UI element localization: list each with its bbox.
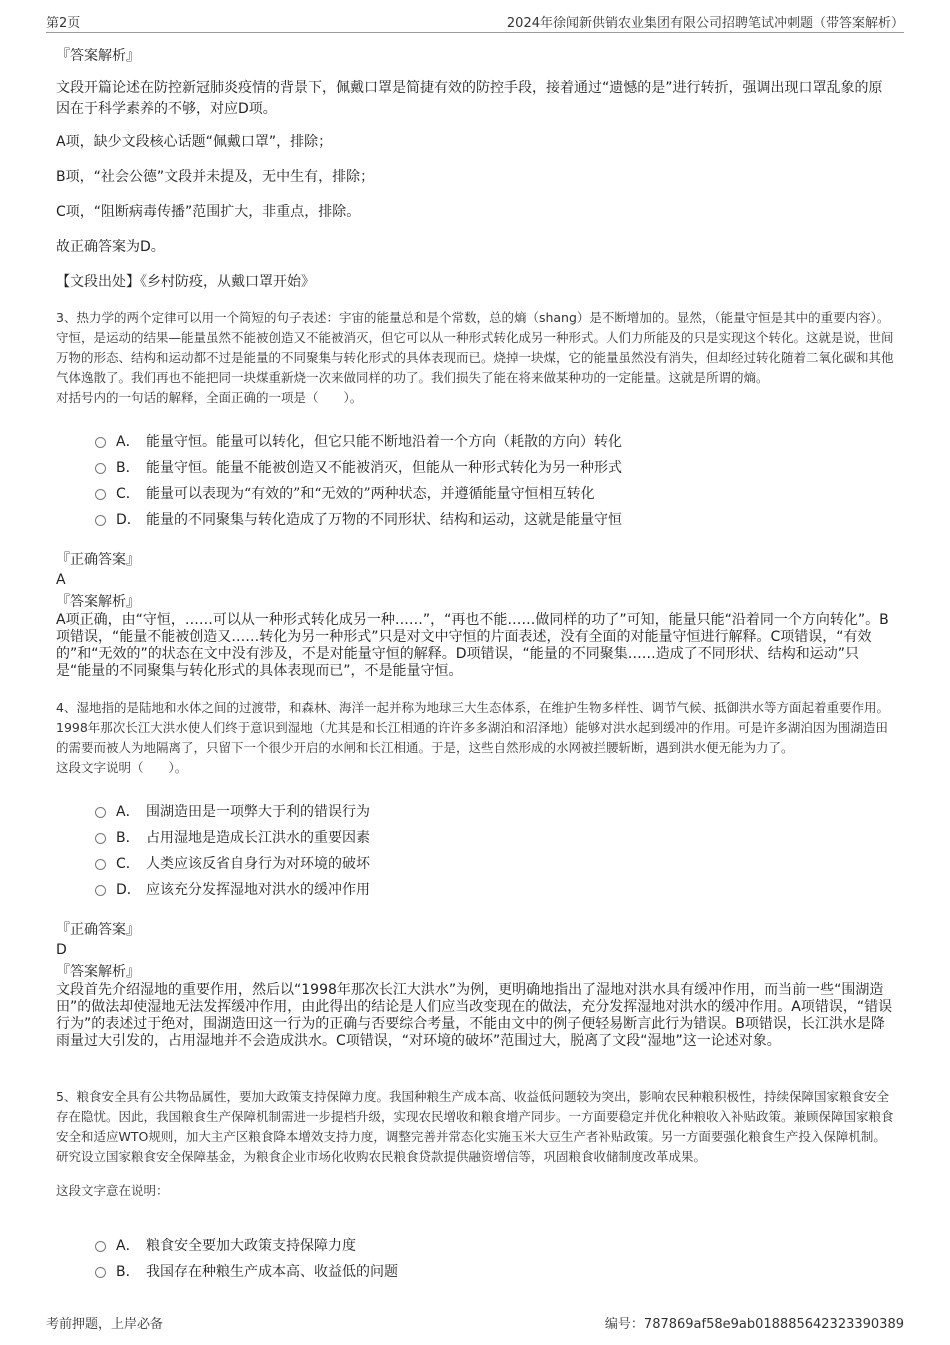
radio-button[interactable] xyxy=(95,437,106,448)
analysis-point-a: A项，缺少文段核心话题“佩戴口罩”，排除； xyxy=(56,134,333,150)
question-stem: 3、热力学的两个定律可以用一个简短的句子表述：宇宙的能量总和是个常数，总的熵（shang）是不断增加的。显然，（能量守恒是其中的重要内容）。守恒，是运动的结果—能量虽然不能被创造又不能被消灭，但它可以从一种形式转化成另一种形式。人们力所能及的只是实现这个转化。这就是说，世间万物的形态、结构和运动都不过是能量的不同聚集与转化形式的具体表现而已。烧掉一块煤，它的能量虽然没有消失，但却经过转化随着二氧化碳和其他气体逸散了。我们再也不能把同一块煤重新烧一次来做同样的功了。我们损失了能在将来做某种功的一定能量。这就是所谓的熵。 xyxy=(56,310,894,385)
question-5 xyxy=(56,1087,894,1201)
analysis-label: 『答案解析』 xyxy=(56,594,140,610)
radio-button[interactable] xyxy=(95,515,106,526)
correct-answer: A xyxy=(56,572,66,588)
page-header xyxy=(46,10,904,33)
option-a[interactable]: A． 围湖造田是一项弊大于利的错误行为 xyxy=(95,799,890,825)
radio-button[interactable] xyxy=(95,463,106,474)
radio-button[interactable] xyxy=(95,833,106,844)
analysis-text: A项正确，由“守恒，……可以从一种形式转化成另一种……”，“再也不能……做同样的功了”可知，能量只能“沿着同一个方向转化”。B项错误，“能量不能被创造又……转化为另一种形式”只是对文中守恒的片面表述，没有全面的对能量守恒进行解释。C项错误，“有效的”和“无效的”的状态在文中没有涉及，不是对能量守恒的解释。D项错误，“能量的不同聚集……造成了不同形状、结构和运动”只是“能量的不同聚集与转化形式的具体表现而已”，不是能量守恒。 xyxy=(56,612,889,679)
question-stem: 5、粮食安全具有公共物品属性，要加大政策支持保障力度。我国种粮生产成本高、收益低问题较为突出，影响农民种粮积极性，持续保障国家粮食安全存在隐忧。因此，我国粮食生产保障机制需进一步提档升级，实现农民增收和粮食增产同步。一方面要稳定并优化种粮收入补贴政策。兼顾保障国家粮食安全和适应WTO规则，加大主产区粮食降本增效支持力度，调整完善并常态化实施玉米大豆生产者补贴政策。另一方面要强化粮食生产投入保障机制。研究设立国家粮食安全保障基金，为粮食企业市场化收购农民粮食贷款提供融资增信等，巩固粮食收储制度改革成果。 xyxy=(56,1089,894,1164)
page-number: 第2页 xyxy=(46,16,81,31)
analysis-point-c: C项，“阻断病毒传播”范围扩大，非重点，排除。 xyxy=(56,204,361,220)
option-b[interactable]: B． 我国存在种粮生产成本高、收益低的问题 xyxy=(95,1259,890,1285)
correct-answer: D xyxy=(56,942,67,958)
q3-answer-section xyxy=(56,550,894,680)
q2-analysis-section xyxy=(56,46,894,293)
radio-button[interactable] xyxy=(95,489,106,500)
analysis-label: 『答案解析』 xyxy=(56,964,140,980)
analysis-label: 『答案解析』 xyxy=(56,48,140,64)
q4-answer-section xyxy=(56,920,894,1050)
q5-options xyxy=(95,1233,890,1285)
question-prompt: 这段文字意在说明： xyxy=(56,1183,169,1198)
option-c[interactable]: C． 人类应该反省自身行为对环境的破坏 xyxy=(95,851,890,877)
option-b[interactable]: B． 能量守恒。能量不能被创造又不能被消灭，但能从一种形式转化为另一种形式 xyxy=(95,455,890,481)
question-stem: 4、湿地指的是陆地和水体之间的过渡带，和森林、海洋一起并称为地球三大生态体系，在维护生物多样性、调节气候、抵御洪水等方面起着重要作用。1998年那次长江大洪水使人们终于意识到湿地（尤其是和长江相通的许许多多湖泊和沼泽地）能够对洪水起到缓冲的作用。可是许多湖泊因为围湖造田的需要而被人为地隔离了，只留下一个很少开启的水闸和长江相通。于是，这些自然形成的水网被拦腰斩断，遇到洪水便无能为力了。 xyxy=(56,700,889,755)
option-c[interactable]: C． 能量可以表现为“有效的”和“无效的”两种状态，并遵循能量守恒相互转化 xyxy=(95,481,890,507)
question-4 xyxy=(56,698,894,778)
radio-button[interactable] xyxy=(95,1267,106,1278)
option-d[interactable]: D． 能量的不同聚集与转化造成了万物的不同形状、结构和运动，这就是能量守恒 xyxy=(95,507,890,533)
footer-slogan: 考前押题，上岸必备 xyxy=(46,1317,164,1332)
option-d[interactable]: D． 应该充分发挥湿地对洪水的缓冲作用 xyxy=(95,877,890,903)
option-b[interactable]: B． 占用湿地是造成长江洪水的重要因素 xyxy=(95,825,890,851)
document-id: 编号：787869af58e9ab018885642323390389 xyxy=(604,1317,904,1332)
radio-button[interactable] xyxy=(95,1241,106,1252)
document-title: 2024年徐闻新供销农业集团有限公司招聘笔试冲刺题（带答案解析） xyxy=(506,16,904,31)
question-prompt: 这段文字说明（ ）。 xyxy=(56,760,188,775)
question-prompt: 对括号内的一句话的解释，全面正确的一项是（ ）。 xyxy=(56,390,363,405)
q4-options xyxy=(95,799,890,903)
source-citation: 【文段出处】《乡村防疫，从戴口罩开始》 xyxy=(56,274,315,290)
option-a[interactable]: A． 粮食安全要加大政策支持保障力度 xyxy=(95,1233,890,1259)
analysis-point-b: B项，“社会公德”文段并未提及，无中生有，排除； xyxy=(56,169,375,185)
answer-label: 『正确答案』 xyxy=(56,922,140,938)
analysis-text: 文段开篇论述在防控新冠肺炎疫情的背景下，佩戴口罩是简捷有效的防控手段，接着通过“遗憾的是”进行转折，强调出现口罩乱象的原因在于科学素养的不够，对应D项。 xyxy=(56,80,883,117)
analysis-conclusion: 故正确答案为D。 xyxy=(56,239,165,255)
answer-label: 『正确答案』 xyxy=(56,552,140,568)
radio-button[interactable] xyxy=(95,859,106,870)
option-a[interactable]: A． 能量守恒。能量可以转化，但它只能不断地沿着一个方向（耗散的方向）转化 xyxy=(95,429,890,455)
question-3 xyxy=(56,308,894,408)
analysis-text: 文段首先介绍湿地的重要作用，然后以“1998年那次长江大洪水”为例，更明确地指出了湿地对洪水具有缓冲作用，而当前一些“围湖造田”的做法却使湿地无法发挥缓冲作用，由此得出的结论是人们应当改变现在的做法，充分发挥湿地对洪水的缓冲作用。A项错误，“错误行为”的表述过于绝对，围湖造田这一行为的正确与否要综合考量，不能由文中的例子便轻易断言此行为错误。B项错误，长江洪水是降雨量过大引发的，占用湿地并不会造成洪水。C项错误，“对环境的破坏”范围过大，脱离了文段“湿地”这一论述对象。 xyxy=(56,982,893,1049)
q3-options xyxy=(95,429,890,533)
radio-button[interactable] xyxy=(95,807,106,818)
radio-button[interactable] xyxy=(95,885,106,896)
